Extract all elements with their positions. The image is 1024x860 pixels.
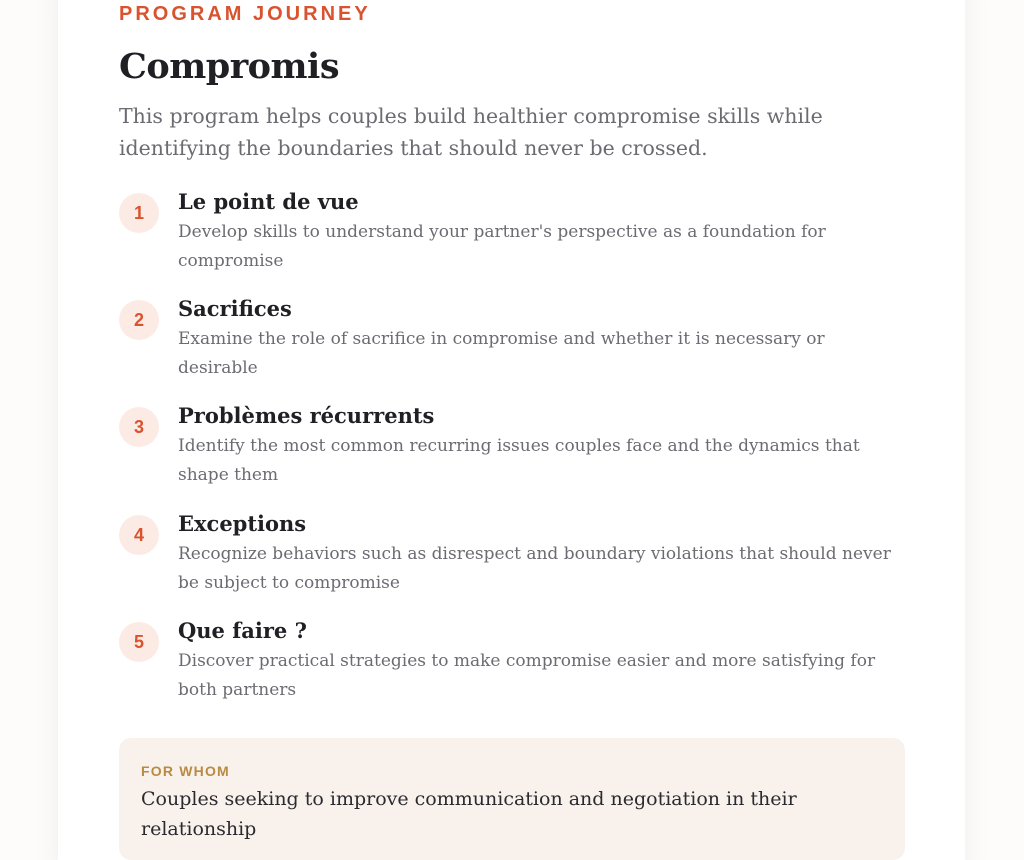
- step-title: Que faire ?: [178, 618, 307, 643]
- step-description: Identify the most common recurring issues couples face and the dynamics that shape them: [178, 436, 860, 485]
- section-eyebrow: PROGRAM JOURNEY: [119, 3, 371, 25]
- step-description: Examine the role of sacrifice in compromise and whether it is necessary or desirable: [178, 329, 825, 378]
- audience-text: Couples seeking to improve communication and negotiation in their relationship: [141, 788, 797, 840]
- audience-panel: [119, 738, 905, 860]
- step-number-badge: 1: [119, 193, 159, 233]
- step-description: Develop skills to understand your partner's perspective as a foundation for compromise: [178, 222, 826, 271]
- program-description: This program helps couples build healthier compromise skills while identifying the boundaries that should never be crossed.: [119, 104, 823, 160]
- step-title: Exceptions: [178, 511, 307, 536]
- step-number-badge: 4: [119, 515, 159, 555]
- step-number-badge: 2: [119, 300, 159, 340]
- step-number-badge: 5: [119, 622, 159, 662]
- step-title: Sacrifices: [178, 296, 292, 321]
- step-description: Recognize behaviors such as disrespect and boundary violations that should never be subject to compromise: [178, 544, 891, 593]
- step-number-badge: 3: [119, 407, 159, 447]
- audience-label: FOR WHOM: [141, 763, 230, 779]
- step-description: Discover practical strategies to make compromise easier and more satisfying for both partners: [178, 651, 876, 700]
- step-title: Le point de vue: [178, 189, 359, 214]
- page-title: Compromis: [119, 46, 340, 87]
- step-title: Problèmes récurrents: [178, 403, 435, 428]
